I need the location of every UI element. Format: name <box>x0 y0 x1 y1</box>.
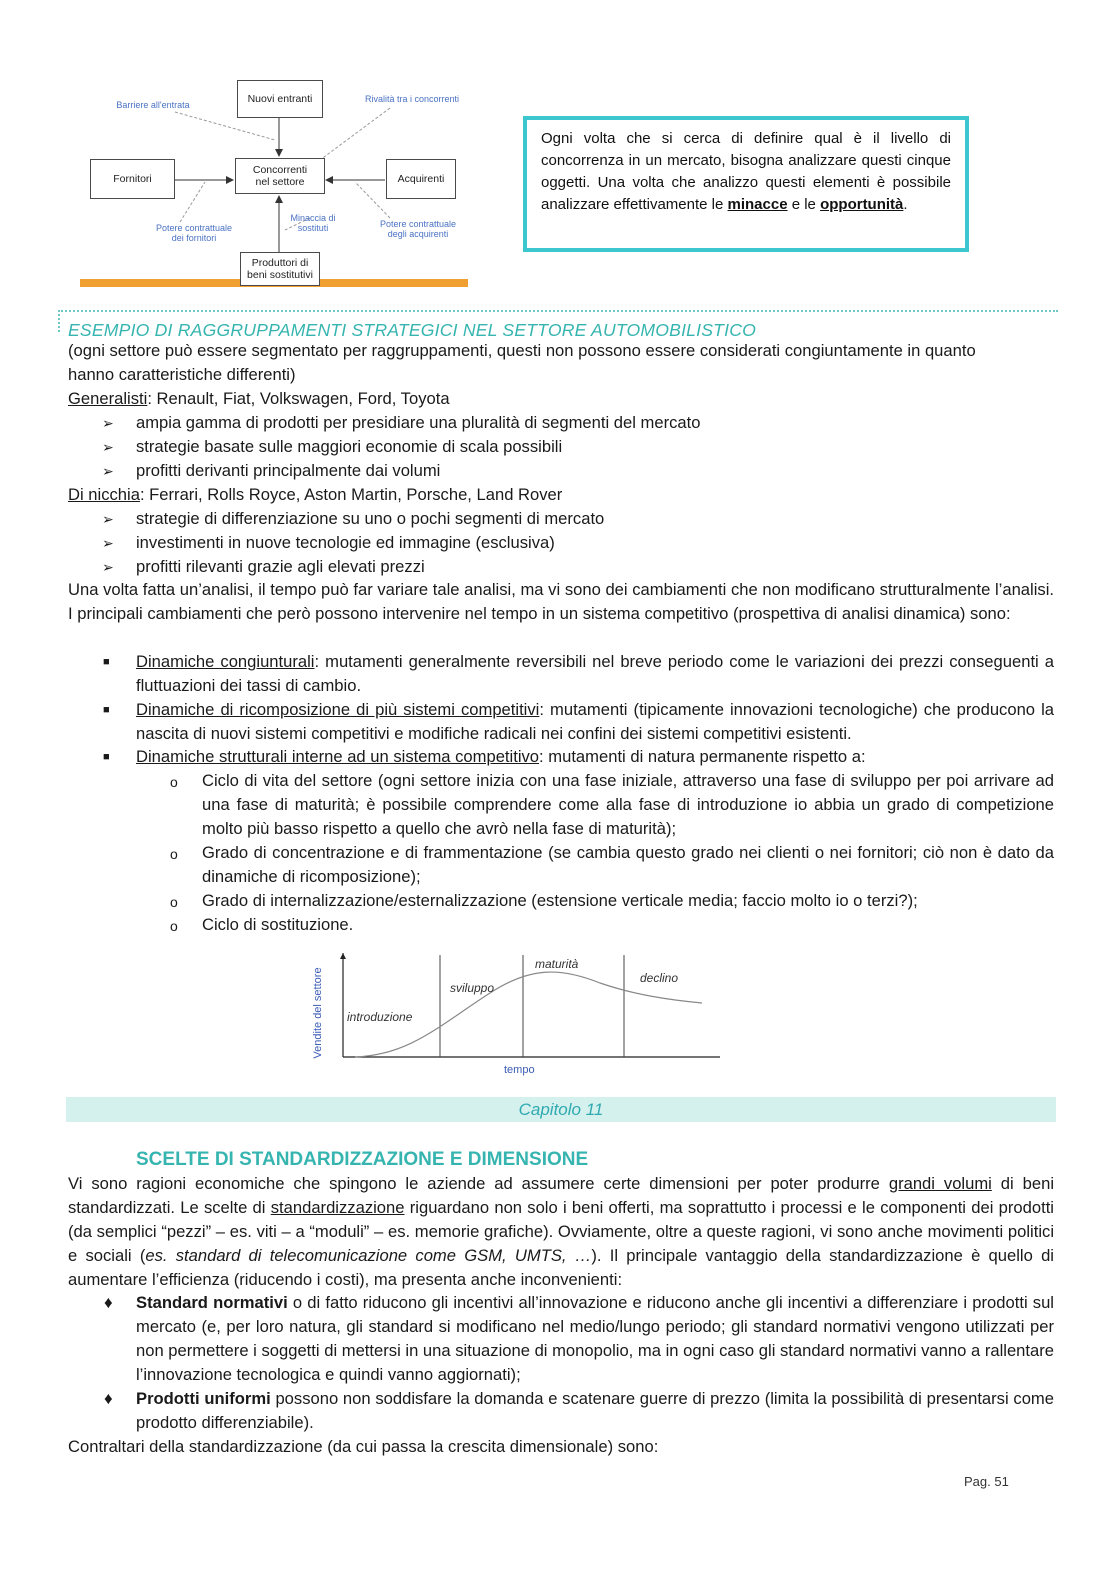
std-closing-line: Contraltari della standardizzazione (da cui passa la crescita dimensionale) sono: <box>68 1437 659 1456</box>
box-buyers: Acquirenti <box>386 159 456 199</box>
standardization-paragraph: Vi sono ragioni economiche che spingono le aziende ad assumere certe dimensioni per poter produrre grandi volumi di beni standardizzati. Le scelte di standardizzazione riguardano non solo i beni offerti, ma soprattutto i processi e le componenti dei prodotti (da semplici “pezzi” – es. viti – a “moduli” – es. memorie grafiche). Ovviamente, oltre a queste ragioni, vi sono anche movimenti politici e sociali (es. standard di telecomunicazione come GSM, UMTS, …). Il principale vantaggio della standardizzazione è quello di aumentare l’efficienza (riducendo i costi), ma presenta anche inconvenienti: <box>68 1174 1055 1289</box>
label-rivalry: Rivalità tra i concorrenti <box>364 94 460 104</box>
niche-heading: Di nicchia: Ferrari, Rolls Royce, Aston Martin, Porsche, Land Rover <box>68 485 563 504</box>
arrow-bullet-icon: ➢ <box>102 463 114 479</box>
arrow-bullet-icon: ➢ <box>102 439 114 455</box>
sub-item-3: Grado di internalizzazione/esternalizzazione (estensione verticale media; faccio molto io o terzi?); <box>202 891 918 910</box>
intro-line-2: hanno caratteristiche differenti) <box>68 365 296 384</box>
circle-bullet-icon: o <box>170 918 178 934</box>
list-item: ampia gamma di prodotti per presidiare una pluralità di segmenti del mercato <box>136 413 701 432</box>
threats-term: minacce <box>727 196 788 213</box>
sub-item-4: Ciclo di sostituzione. <box>202 915 354 934</box>
sub-item-1: Ciclo di vita del settore (ogni settore inizia con una fase iniziale, attraverso una fase di sviluppo per poi arrivare ad una fase di maturità; è possibile comprendere come alla fase di introduzione io abbia un grado di competizione molto più basso rispetto a quello che avrò nella fase di maturità); <box>202 771 1054 838</box>
generalists-heading: Generalisti: Renault, Fiat, Volkswagen, Ford, Toyota <box>68 389 450 408</box>
phase-label-decline: declino <box>640 971 679 985</box>
label-barriers: Barriere all'entrata <box>116 100 190 110</box>
sub-item-2: Grado di concentrazione e di frammentazione (se cambia questo grado nei clienti o nei fornitori; ciò non è dato da dinamiche di ricomposizione); <box>202 843 1054 886</box>
heading-standardization: SCELTE DI STANDARDIZZAZIONE E DIMENSIONE <box>136 1149 589 1170</box>
chapter-title: Capitolo 11 <box>518 1100 604 1119</box>
std-bullet-1: Standard normativi o di fatto riducono gli incentivi all’innovazione e riducono anche gli incentivi a differenziare i prodotti sul mercato (e, per loro natura, gli standard si modificano nel medio/lungo periodo; gli standard normativi vengono utilizzati per non permettere i soggetti di mettersi in una situazione di monopolio, ma in ogni caso gli standard normativi vanno a rallentare l’innovazione tecnologica e quindi vanno aggiornati); <box>136 1293 1054 1384</box>
phase-label-maturity: maturità <box>535 957 579 971</box>
diamond-bullet-icon: ♦ <box>104 1293 113 1312</box>
chapter-band <box>66 1097 1056 1122</box>
label-buyer-power: Potere contrattuale degli acquirenti <box>379 219 457 239</box>
box-competitors: Concorrenti nel settore <box>235 158 325 194</box>
section-title-strategic-groups: ESEMPIO DI RAGGRUPPAMENTI STRATEGICI NEL SETTORE AUTOMOBILISTICO <box>68 320 756 340</box>
lifecycle-xlabel: tempo <box>504 1064 535 1076</box>
square-bullet-icon: ■ <box>103 751 110 763</box>
page-number: Pag. 51 <box>964 1474 1009 1489</box>
phase-label-development: sviluppo <box>450 981 495 995</box>
square-bullet-icon: ■ <box>103 704 110 716</box>
circle-bullet-icon: o <box>170 846 178 862</box>
list-item: profitti rilevanti grazie agli elevati prezzi <box>136 557 425 576</box>
dynamics-item-2: Dinamiche di ricomposizione di più sistemi competitivi: mutamenti (tipicamente innovazioni tecnologiche) che producono la nascita di nuovi sistemi competitivi e modifiche radicali nei confini dei sistemi competitivi esistenti. <box>136 700 1054 743</box>
opportunities-term: opportunità <box>820 196 904 213</box>
section-divider-vertical <box>58 310 60 332</box>
phase-label-introduction: introduzione <box>347 1010 413 1024</box>
label-supplier-power: Potere contrattuale dei fornitori <box>155 223 233 243</box>
box-new-entrants: Nuovi entranti <box>237 80 323 118</box>
intro-line-1: (ogni settore può essere segmentato per raggruppamenti, questi non possono essere considerati congiuntamente in quanto <box>68 341 976 360</box>
list-item: strategie basate sulle maggiori economie di scala possibili <box>136 437 563 456</box>
porter-diagram <box>80 70 475 295</box>
arrow-bullet-icon: ➢ <box>102 415 114 431</box>
circle-bullet-icon: o <box>170 774 178 790</box>
arrow-bullet-icon: ➢ <box>102 535 114 551</box>
section-divider <box>58 310 1058 312</box>
dynamics-item-1: Dinamiche congiunturali: mutamenti generalmente reversibili nel breve periodo come le variazioni dei prezzi conseguenti a fluttuazioni dei tassi di cambio. <box>136 652 1054 695</box>
list-item: strategie di differenziazione su uno o pochi segmenti di mercato <box>136 509 605 528</box>
label-substitutes-threat: Minaccia di sostituti <box>290 213 336 233</box>
list-item: profitti derivanti principalmente dai volumi <box>136 461 441 480</box>
lifecycle-ylabel: Vendite del settore <box>312 967 324 1059</box>
dynamics-item-3: Dinamiche strutturali interne ad un sistema competitivo: mutamenti di natura permanente rispetto a: <box>136 747 866 766</box>
box-substitutes: Produttori di beni sostitutivi <box>240 252 320 286</box>
box-suppliers: Fornitori <box>90 159 175 199</box>
square-bullet-icon: ■ <box>103 656 110 668</box>
circle-bullet-icon: o <box>170 894 178 910</box>
list-item: investimenti in nuove tecnologie ed immagine (esclusiva) <box>136 533 555 552</box>
lifecycle-chart <box>300 945 730 1080</box>
arrow-bullet-icon: ➢ <box>102 559 114 575</box>
arrow-bullet-icon: ➢ <box>102 511 114 527</box>
five-forces-callout: Ogni volta che si cerca di definire qual è il livello di concorrenza in un mercato, bisogna analizzare questi cinque oggetti. Una volta che analizzo questi elementi è possibile analizzare effettivamente le minacce e le opportunità. <box>523 116 969 252</box>
std-bullet-2: Prodotti uniformi possono non soddisfare la domanda e scatenare guerre di prezzo (limita la possibilità di presentarsi come prodotto differenziabile). <box>136 1389 1054 1432</box>
dynamics-intro: Una volta fatta un’analisi, il tempo può far variare tale analisi, ma vi sono dei cambiamenti che non modificano strutturalmente l’analisi. I principali cambiamenti che però possono intervenire nel tempo in un sistema competitivo (prospettiva di analisi dinamica) sono: <box>68 580 1054 623</box>
diamond-bullet-icon: ♦ <box>104 1389 113 1408</box>
